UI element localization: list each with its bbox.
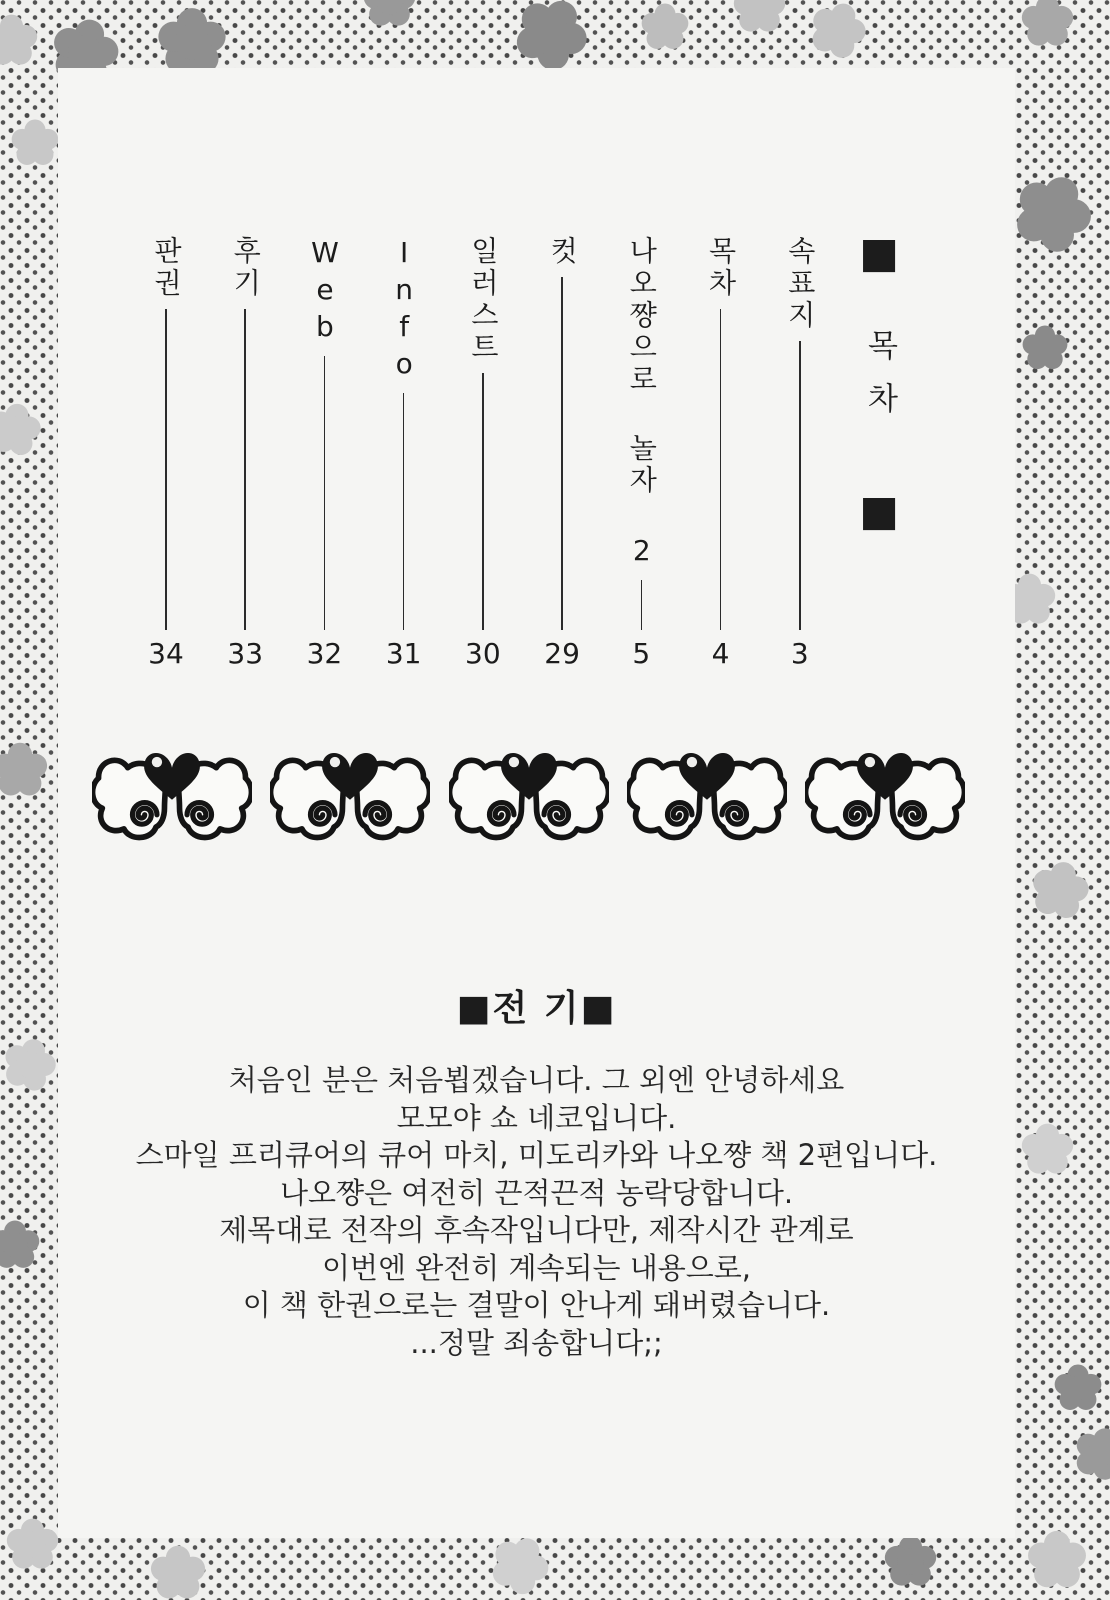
toc-page-number: 31: [385, 637, 422, 670]
flower-icon: [5, 1517, 60, 1572]
toc-leader-line: [720, 309, 722, 630]
toc-section-title: [853, 228, 905, 536]
toc-entry-title: 속표지: [783, 236, 817, 332]
toc-entry: [774, 236, 826, 668]
toc-entry-title: 일러스트: [466, 236, 500, 364]
toc-leader-line: [244, 309, 246, 630]
flower-icon: [1020, 1122, 1075, 1177]
flower-icon: [10, 118, 60, 168]
flower-icon: [801, 0, 875, 67]
toc-entry: [457, 236, 509, 668]
winged-heart-icon: [270, 742, 430, 848]
toc-entry: [536, 236, 588, 668]
toc-entry: [219, 236, 271, 668]
winged-heart-divider: [92, 742, 965, 848]
toc-leader-line: [165, 309, 167, 630]
foreword-line: 처음인 분은 처음뵙겠습니다. 그 외엔 안녕하세요: [228, 1063, 845, 1097]
toc-entry-title: Info: [387, 236, 421, 384]
flower-icon: [0, 398, 46, 462]
flower-icon: [362, 0, 417, 29]
foreword-line: 제목대로 전작의 후속작입니다만, 제작시간 관계로: [219, 1213, 854, 1247]
flower-icon: [1053, 1363, 1103, 1413]
flower-icon: [1066, 1419, 1110, 1488]
toc-section-title-label: 목차: [861, 329, 898, 435]
toc-leader-line: [324, 356, 326, 630]
winged-heart-icon: [449, 742, 609, 848]
flower-icon: [1020, 0, 1075, 49]
winged-heart-icon: [627, 742, 787, 848]
flower-icon: [1026, 1529, 1088, 1591]
toc-entry-title: Web: [308, 236, 342, 347]
flower-icon: [0, 13, 39, 68]
flower-icon: [1021, 324, 1069, 372]
toc-leader-line: [482, 373, 484, 630]
table-of-contents: [140, 228, 905, 670]
toc-leader-line: [403, 393, 405, 630]
winged-heart-icon: [92, 742, 252, 848]
toc-page-number: 34: [148, 637, 184, 670]
black-square-icon: ■: [859, 228, 899, 277]
black-square-icon: ■: [859, 486, 899, 536]
foreword-line: ...정말 죄송합니다;;: [410, 1325, 663, 1360]
toc-entry: [140, 236, 192, 668]
toc-page-number: 32: [306, 637, 343, 670]
toc-page-number: 3: [790, 637, 809, 670]
foreword-line: 이 책 한권으로는 결말이 안나게 돼버렸습니다.: [242, 1288, 831, 1322]
toc-page-number: 5: [632, 637, 651, 670]
toc-leader-line: [799, 341, 801, 630]
foreword-heading: ■전 기■: [456, 988, 617, 1029]
flower-icon: [640, 2, 690, 52]
flower-icon: [0, 1030, 64, 1098]
flower-icon: [0, 741, 49, 799]
foreword-line: 모모야 쇼 네코입니다.: [396, 1100, 677, 1135]
toc-page-number: 33: [227, 637, 264, 670]
toc-page-number: 4: [711, 637, 730, 670]
toc-entry-title: 나오쨩으로 놀자 2: [625, 236, 659, 571]
flower-icon: [0, 1219, 41, 1271]
toc-entry: [298, 236, 350, 668]
foreword-line: 스마일 프리큐어의 큐어 마치, 미도리카와 나오쨩 책 2편입니다.: [135, 1138, 938, 1172]
toc-leader-line: [641, 580, 643, 630]
flower-icon: [1000, 160, 1106, 266]
flower-icon: [732, 0, 787, 35]
toc-entry-title: 컷: [546, 236, 580, 268]
toc-page-number: 29: [544, 637, 580, 670]
winged-heart-icon: [805, 742, 965, 848]
flower-icon: [149, 1544, 207, 1600]
flower-icon: [883, 1534, 938, 1589]
toc-entry: [378, 236, 430, 668]
foreword-text: [58, 1062, 1015, 1362]
toc-entry: [615, 236, 667, 668]
toc-entry-title: 목차: [704, 236, 738, 300]
toc-page-number: 30: [465, 637, 501, 670]
toc-leader-line: [561, 277, 563, 630]
toc-entry: [695, 236, 747, 668]
foreword-line: 이번엔 완전히 계속되는 내용으로,: [321, 1250, 752, 1285]
flower-icon: [1024, 854, 1095, 925]
toc-entry-title: 후기: [229, 236, 263, 300]
foreword-line: 나오쨩은 여전히 끈적끈적 농락당합니다.: [279, 1175, 794, 1210]
toc-entry-title: 판권: [150, 236, 183, 300]
